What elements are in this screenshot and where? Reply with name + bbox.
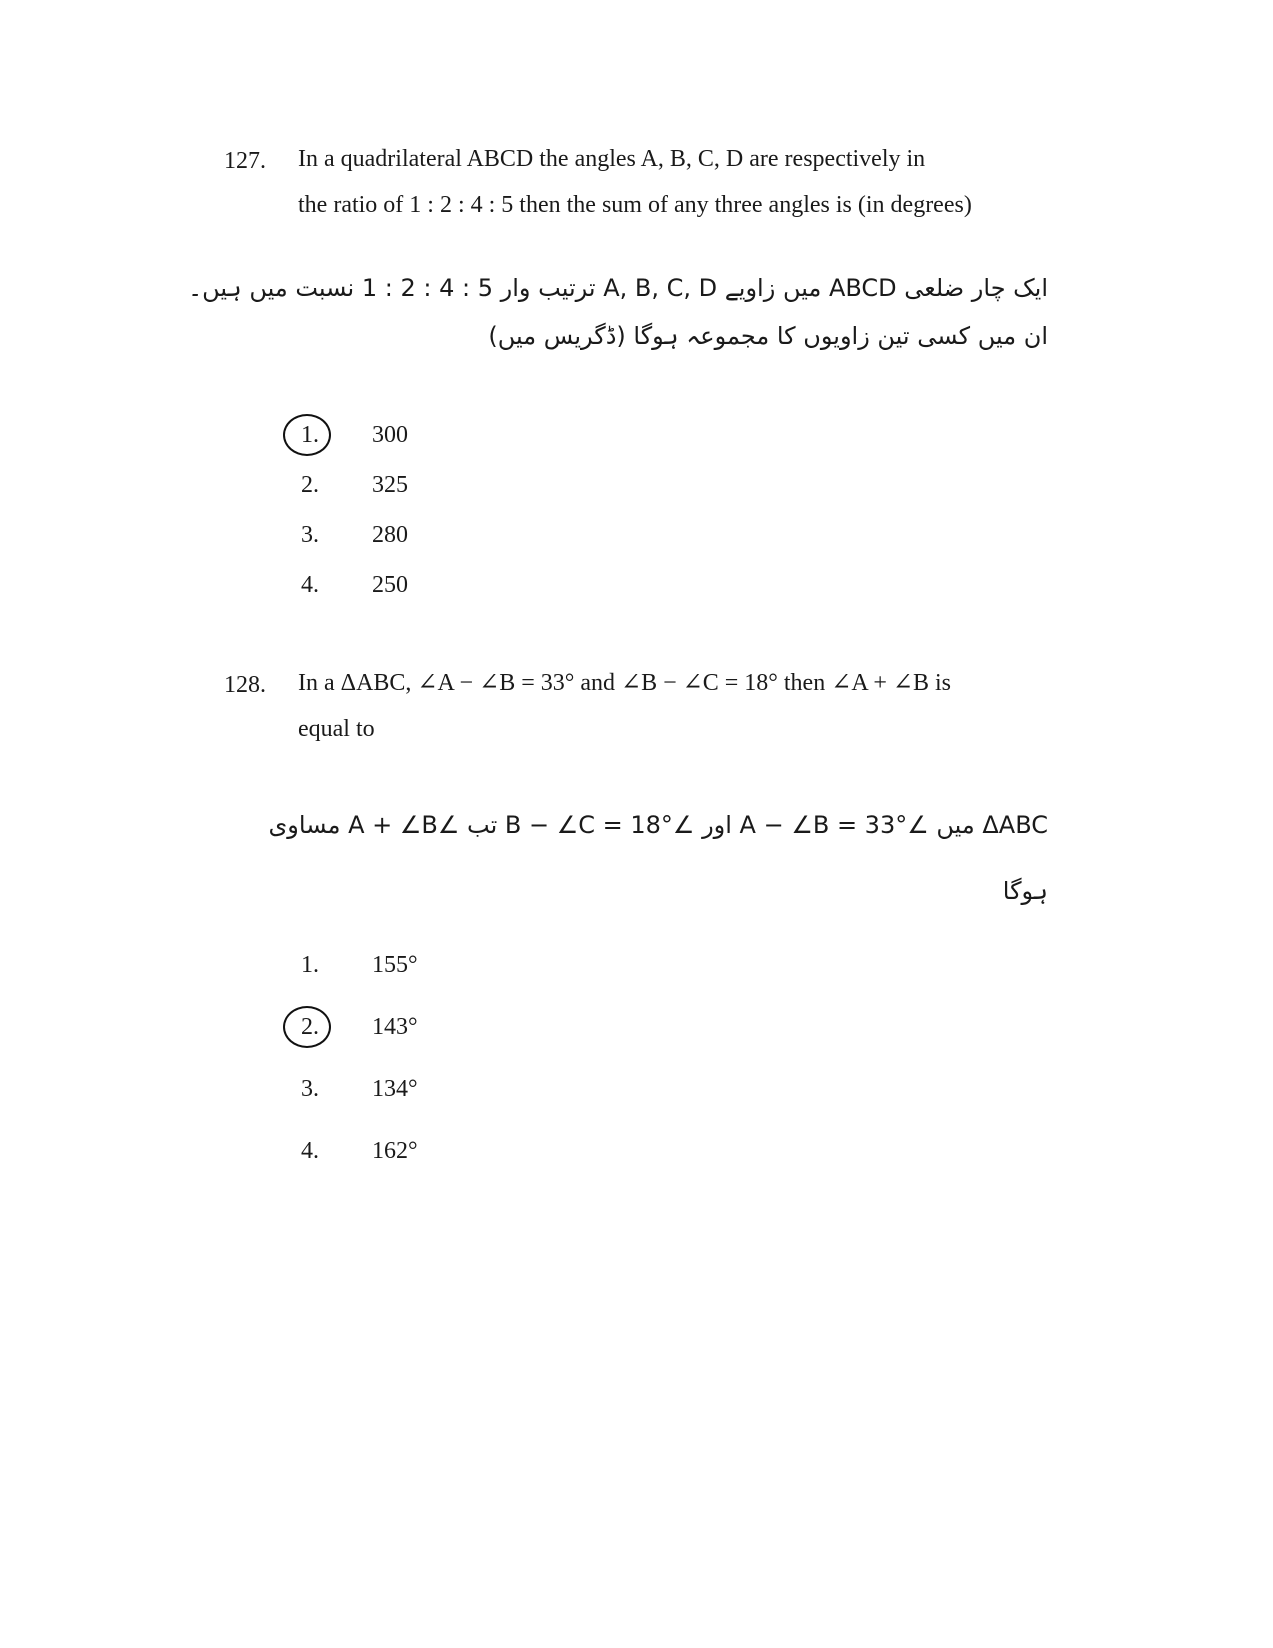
urdu-line: ان میں کسی تین زاویوں کا مجموعہ ہوگا (ڈگریس میں): [488, 322, 1048, 350]
option-value: 155°: [372, 952, 418, 978]
question-text-urdu: [268, 792, 1048, 924]
question-text-english: [298, 660, 1050, 752]
option-number: 2.: [301, 472, 319, 498]
option-number: 4.: [301, 572, 319, 598]
question-text-urdu: [188, 264, 1048, 360]
question-line: the ratio of 1 : 2 : 4 : 5 then the sum of any three angles is (in degrees): [298, 192, 972, 218]
option-value: 280: [372, 522, 408, 548]
question-number: 128.: [224, 672, 266, 698]
question-line: In a ΔABC, ∠A − ∠B = 33° and ∠B − ∠C = 18° then ∠A + ∠B is: [298, 670, 951, 696]
option-value: 300: [372, 422, 408, 448]
option-number: 1.: [301, 952, 319, 978]
option-value: 143°: [372, 1014, 418, 1040]
question-number: 127.: [224, 148, 266, 174]
option-value: 134°: [372, 1076, 418, 1102]
question-line: equal to: [298, 716, 375, 742]
option-number: 2.: [301, 1014, 319, 1040]
option-value: 162°: [372, 1138, 418, 1164]
urdu-line: ΔABC میں ∠A − ∠B = 33° اور ∠B − ∠C = 18° تب ∠A + ∠B مساوی: [268, 811, 1048, 839]
option-number: 4.: [301, 1138, 319, 1164]
option-number: 1.: [301, 422, 319, 448]
urdu-line: ایک چار ضلعی ABCD میں زاویے A, B, C, D ترتیب وار 5 : 4 : 2 : 1 نسبت میں ہیں۔: [188, 274, 1048, 302]
option-value: 325: [372, 472, 408, 498]
urdu-line: ہوگا: [1002, 877, 1048, 905]
question-line: In a quadrilateral ABCD the angles A, B, C, D are respectively in: [298, 146, 926, 172]
option-number: 3.: [301, 1076, 319, 1102]
option-number: 3.: [301, 522, 319, 548]
option-value: 250: [372, 572, 408, 598]
question-text-english: [298, 136, 1050, 228]
